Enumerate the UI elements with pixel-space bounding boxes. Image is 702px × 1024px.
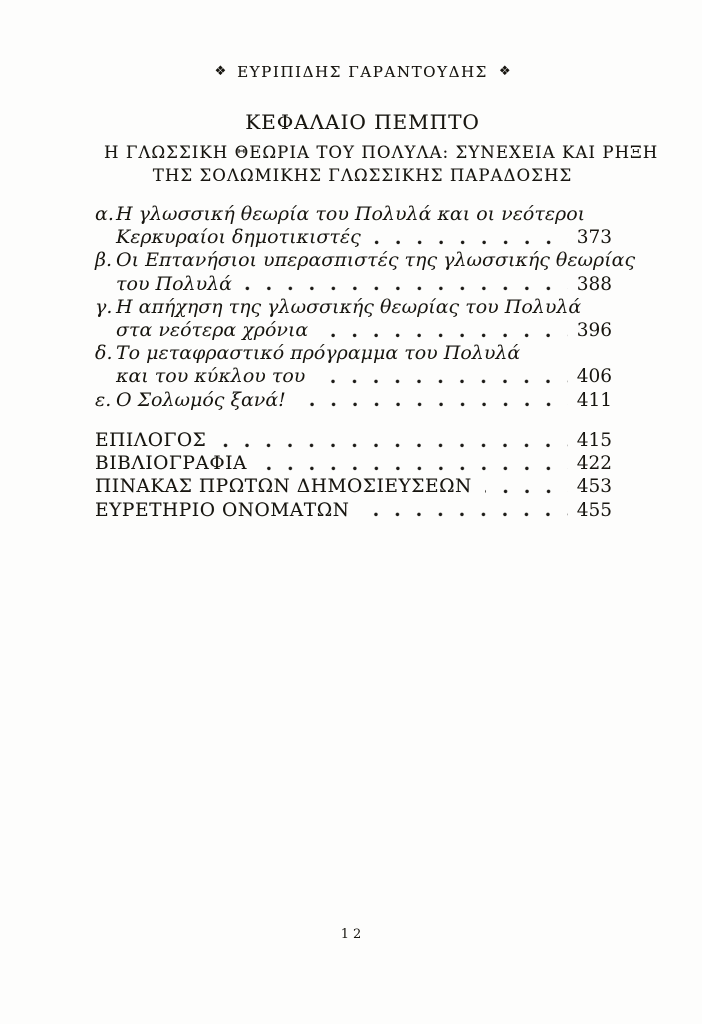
toc-item-label: ε. [95,388,112,411]
running-header [104,63,621,81]
toc-row [95,296,612,319]
toc-item-text: Κερκυραίοι δημοτικιστές [116,226,361,249]
toc-page-number: 388 [576,273,612,295]
toc-item-text: και του κύκλου του [116,365,306,388]
toc-page-number: 411 [576,389,612,411]
toc-item-label: δ. [95,342,113,365]
dot-leader [299,402,568,407]
backmatter-page-number: 415 [576,430,612,451]
chapter-subtitle-line1: Η ΓΛΩΣΣΙΚΗ ΘΕΩΡΙΑ ΤΟΥ ΠΟΛΥΛΑ: ΣΥΝΕΧΕΙΑ ΚΑΙ ΡΗΞΗ [104,143,659,162]
dot-leader [362,512,567,517]
backmatter-row [95,452,612,475]
toc-row [95,249,636,272]
toc-item-text: Οι Επτανήσιοι υπερασπιστές της γλωσσικής θεωρίας [116,249,636,272]
backmatter-row [95,499,612,522]
diamond-ornament-icon-right: ❖ [498,63,511,79]
page-number: 12 [340,927,366,942]
toc-row [95,319,612,342]
toc-page-number: 396 [576,320,612,342]
toc-row [95,203,612,226]
backmatter-page-number: 453 [576,476,612,498]
chapter-subtitle-line2: ΤΗΣ ΣΟΛΩΜΙΚΗΣ ΓΛΩΣΣΙΚΗΣ ΠΑΡΑΔΟΣΗΣ [152,166,573,185]
diamond-ornament-icon-left: ❖ [214,63,227,79]
toc-row [95,226,612,249]
toc-row [95,365,612,388]
toc-item-text: Η απήχηση της γλωσσικής θεωρίας του Πολυλά [116,295,582,318]
dot-leader [485,489,568,494]
backmatter-item-text: ΒΙΒΛΙΟΓΡΑΦΙΑ [95,453,248,475]
table-of-contents [95,203,636,412]
toc-item-label: β. [95,249,113,272]
toc-item-text: Η γλωσσική θεωρία του Πολυλά και οι νεότεροι [116,203,586,225]
backmatter-item-text: ΠΙΝΑΚΑΣ ΠΡΩΤΩΝ ΔΗΜΟΣΙΕΥΣΕΩΝ [95,476,472,498]
backmatter-row [95,429,612,452]
author-name: ΕΥΡΙΠΙΔΗΣ ΓΑΡΑΝΤΟΥΔΗΣ [237,63,488,81]
toc-row [95,342,612,365]
chapter-title-block [104,110,659,187]
chapter-heading: ΚΕΦΑΛΑΙΟ ΠΕΜΠΤΟ [245,110,480,134]
dot-leader [321,333,567,338]
dot-leader [219,443,567,448]
dot-leader [245,286,568,291]
dot-leader [374,240,568,245]
toc-item-label: γ. [95,295,113,318]
backmatter-list [95,429,612,522]
backmatter-row [95,475,612,498]
toc-row [95,389,612,412]
toc-page-number: 406 [576,366,612,388]
backmatter-page-number: 422 [576,453,612,475]
toc-row [95,273,612,296]
toc-item-text: στα νεότερα χρόνια [116,319,309,342]
backmatter-item-text: ΕΠΙΛΟΓΟΣ [95,430,207,451]
dot-leader [260,466,568,471]
toc-item-text: Ο Σολωμός ξανά! [116,388,286,411]
dot-leader [318,379,567,384]
toc-item-text: Το μεταφραστικό πρόγραμμα του Πολυλά [116,342,521,365]
backmatter-item-text: ΕΥΡΕΤΗΡΙΟ ΟΝΟΜΑΤΩΝ [95,499,350,521]
toc-page-number: 373 [576,227,612,249]
backmatter-page-number: 455 [576,499,612,521]
toc-item-label: α. [95,203,114,225]
toc-item-text: του Πολυλά [116,272,233,295]
